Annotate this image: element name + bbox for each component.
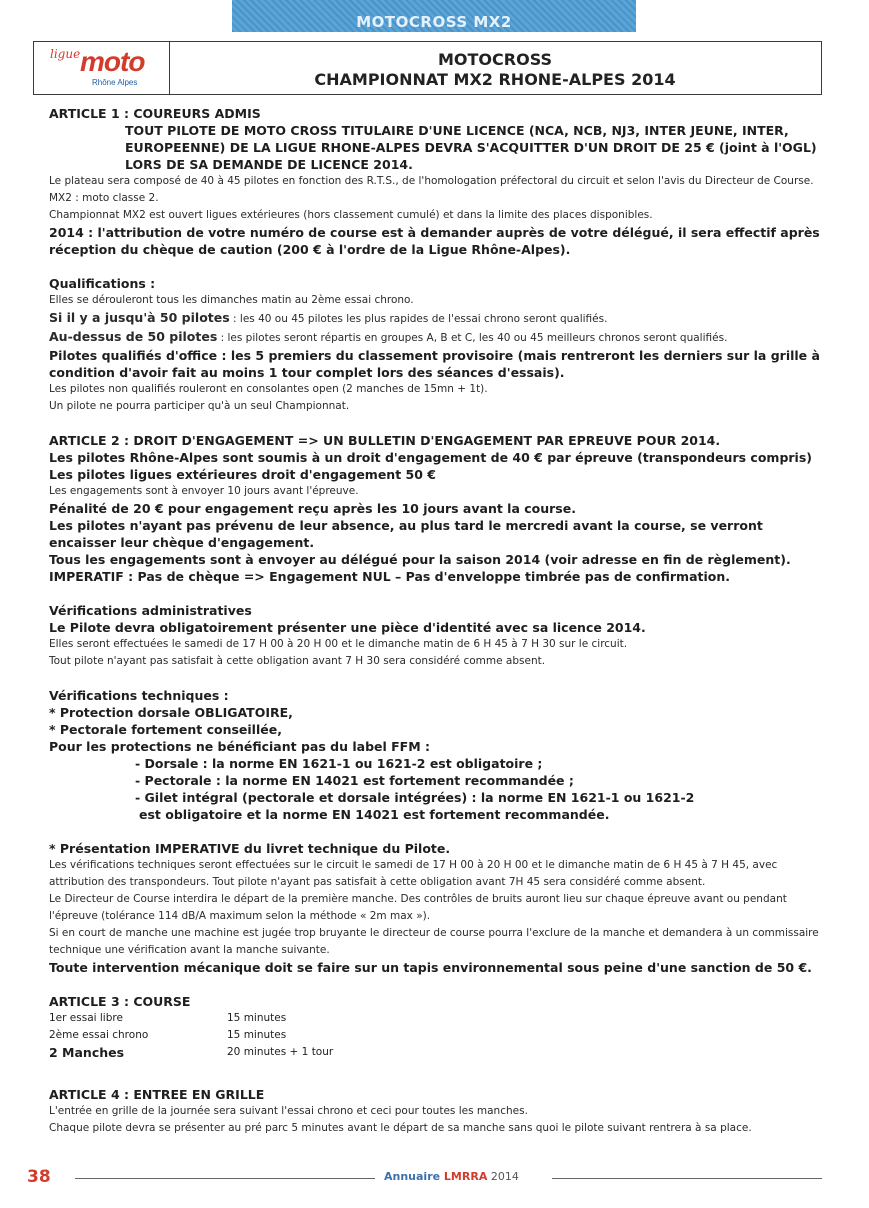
article2-paragraph: Les pilotes Rhône-Alpes sont soumis à un droit d'engagement de 40 € par épreuve (transpondeurs compris) [49, 450, 812, 465]
footer-annuaire [384, 1170, 519, 1183]
qualifications-text: : les 40 ou 45 pilotes les plus rapides de l'essai chrono seront qualifiés. [229, 313, 608, 325]
article2-heading: ARTICLE 2 : DROIT D'ENGAGEMENT => UN BULLETIN D'ENGAGEMENT PAR EPREUVE POUR 2014. [49, 433, 721, 448]
qualifications-paragraph: Elles se dérouleront tous les dimanches matin au 2ème essai chrono. [49, 294, 414, 306]
article2-paragraph: Les engagements sont à envoyer 10 jours avant l'épreuve. [49, 485, 359, 497]
course-row [49, 1044, 825, 1061]
logo-region-text: Rhône Alpes [92, 78, 138, 87]
qualifications-paragraph [49, 309, 825, 328]
page-title-line1: MOTOCROSS [437, 50, 553, 69]
article1-lead: TOUT PILOTE DE MOTO CROSS TITULAIRE D'UNE LICENCE (NCA, NCB, NJ3, INTER JEUNE, INTER, EUROPEENNE) DE LA LIGUE RHONE-ALPES DEVRA S'ACQUITTER D'UN DROIT DE 25 € (joint à l'OGL) LORS DE SA DEMANDE DE LICENCE 2014. [125, 123, 817, 172]
section-band: MOTOCROSS MX2 [232, 0, 636, 32]
course-label: 1er essai libre [49, 1012, 123, 1024]
verif-admin-paragraph: Le Pilote devra obligatoirement présenter une pièce d'identité avec sa licence 2014. [49, 620, 646, 635]
footer-lmrra: LMRRA [443, 1170, 488, 1183]
course-label: 2ème essai chrono [49, 1029, 149, 1041]
footer-annuaire-label: Annuaire [384, 1170, 444, 1183]
verif-admin-heading: Vérifications administratives [49, 603, 252, 618]
article4-heading: ARTICLE 4 : ENTREE EN GRILLE [49, 1087, 265, 1102]
course-row [49, 1010, 825, 1027]
presentation-heading: * Présentation IMPERATIVE du livret technique du Pilote. [49, 841, 451, 856]
course-value: 15 minutes [227, 1012, 287, 1024]
qualifications-bold-lead: Au-dessus de 50 pilotes [49, 329, 218, 344]
qualifications-text: : les pilotes seront répartis en groupes A, B et C, les 40 ou 45 meilleurs chronos seront qualifiés. [217, 332, 728, 344]
verif-admin-paragraph: Elles seront effectuées le samedi de 17 H 00 à 20 H 00 et le dimanche matin de 6 H 45 à 7 H 30 sur le circuit. [49, 638, 628, 650]
verif-tech-norm: - Pectorale : la norme EN 14021 est fortement recommandée ; [135, 773, 574, 788]
page-title-line2: CHAMPIONNAT MX2 RHONE-ALPES 2014 [314, 70, 676, 89]
course-value: 15 minutes [227, 1029, 287, 1041]
footer-rule-left [75, 1178, 375, 1179]
article1-paragraph: MX2 : moto classe 2. [49, 192, 159, 204]
article2-paragraph: Les pilotes ligues extérieures droit d'engagement 50 € [49, 467, 436, 482]
verif-tech-norm: - Dorsale : la norme EN 1621-1 ou 1621-2 est obligatoire ; [135, 756, 543, 771]
verif-tech-norm: - Gilet intégral (pectorale et dorsale intégrées) : la norme EN 1621-1 ou 1621-2 [135, 790, 695, 805]
page-footer [27, 1167, 822, 1189]
article1-paragraph: Championnat MX2 est ouvert ligues extérieures (hors classement cumulé) et dans la limite des places disponibles. [49, 209, 653, 221]
verif-tech-line: * Protection dorsale OBLIGATOIRE, [49, 705, 293, 720]
course-label: 2 Manches [49, 1045, 125, 1060]
presentation-paragraph: Les vérifications techniques seront effectuées sur le circuit le samedi de 17 H 00 à 20 H 00 et le dimanche matin de 6 H 45 à 7 H 45, avec attribution des transpondeurs. Tout pilote n'ayant pas satisfait à cette obligation avant 7H 45 sera considéré comme absent. [49, 859, 778, 888]
course-row [49, 1027, 825, 1044]
article2-imperatif: IMPERATIF : Pas de chèque => Engagement NUL – Pas d'enveloppe timbrée pas de confirmation. [49, 569, 730, 584]
article2-paragraph: Tous les engagements sont à envoyer au délégué pour la saison 2014 (voir adresse en fin de règlement). [49, 552, 791, 567]
verif-tech-norm: est obligatoire et la norme EN 14021 est fortement recommandée. [139, 807, 610, 822]
qualifications-office-note: Pilotes qualifiés d'office : les 5 premiers du classement provisoire (mais rentreront les derniers sur la grille à condition d'avoir fait au moins 1 tour complet lors des séances d'essais). [49, 348, 820, 380]
article4-paragraph: L'entrée en grille de la journée sera suivant l'essai chrono et ceci pour toutes les manches. [49, 1105, 528, 1117]
ligue-moto-logo [34, 42, 170, 94]
qualifications-paragraph [49, 328, 825, 347]
logo-ligue-text: ligue [50, 47, 81, 61]
presentation-paragraph: Le Directeur de Course interdira le départ de la première manche. Des contrôles de bruits auront lieu sur chaque épreuve avant ou pendant l'épreuve (tolérance 114 dB/A maximum selon la méthode « 2m max »). [49, 893, 787, 922]
qualifications-bold-lead: Si il y a jusqu'à 50 pilotes [49, 310, 230, 325]
verif-tech-line: Pour les protections ne bénéficiant pas du label FFM : [49, 739, 430, 754]
presentation-paragraph: Si en court de manche une machine est jugée trop bruyante le directeur de course pourra l'exclure de la manche et demandera à un commissaire technique une vérification avant la manche suivante. [49, 927, 819, 956]
article1-paragraph: Le plateau sera composé de 40 à 45 pilotes en fonction des R.T.S., de l'homologation préfectoral du circuit et selon l'avis du Directeur de Course. [49, 175, 814, 187]
qualifications-paragraph: Un pilote ne pourra participer qu'à un seul Championnat. [49, 400, 350, 412]
qualifications-heading: Qualifications : [49, 276, 156, 291]
page-number: 38 [27, 1167, 51, 1187]
logo-moto-text: moto [80, 46, 145, 77]
verif-tech-heading: Vérifications techniques : [49, 688, 229, 703]
qualifications-paragraph: Les pilotes non qualifiés rouleront en consolantes open (2 manches de 15mn + 1t). [49, 383, 488, 395]
article3-heading: ARTICLE 3 : COURSE [49, 994, 191, 1009]
footer-year: 2014 [487, 1170, 519, 1183]
article1-numero-note: 2014 : l'attribution de votre numéro de course est à demander auprès de votre délégué, il sera effectif après réception du chèque de caution (200 € à l'ordre de la Ligue Rhône-Alpes). [49, 225, 820, 257]
presentation-sanction: Toute intervention mécanique doit se faire sur un tapis environnemental sous peine d'une sanction de 50 €. [49, 960, 812, 975]
page-content [49, 105, 825, 1137]
verif-tech-line: * Pectorale fortement conseillée, [49, 722, 282, 737]
course-value: 20 minutes + 1 tour [227, 1046, 334, 1058]
verif-admin-paragraph: Tout pilote n'ayant pas satisfait à cette obligation avant 7 H 30 sera considéré comme absent. [49, 655, 546, 667]
footer-rule-right [552, 1178, 822, 1179]
article2-paragraph: Pénalité de 20 € pour engagement reçu après les 10 jours avant la course. [49, 501, 576, 516]
article1-heading: ARTICLE 1 : COUREURS ADMIS [49, 106, 261, 121]
page-header [33, 41, 822, 95]
article2-paragraph: Les pilotes n'ayant pas prévenu de leur absence, au plus tard le mercredi avant la course, se verront encaisser leur chèque d'engagement. [49, 518, 763, 550]
article4-paragraph: Chaque pilote devra se présenter au pré parc 5 minutes avant le départ de sa manche sans quoi le pilote suivant rentrera à sa place. [49, 1122, 752, 1134]
